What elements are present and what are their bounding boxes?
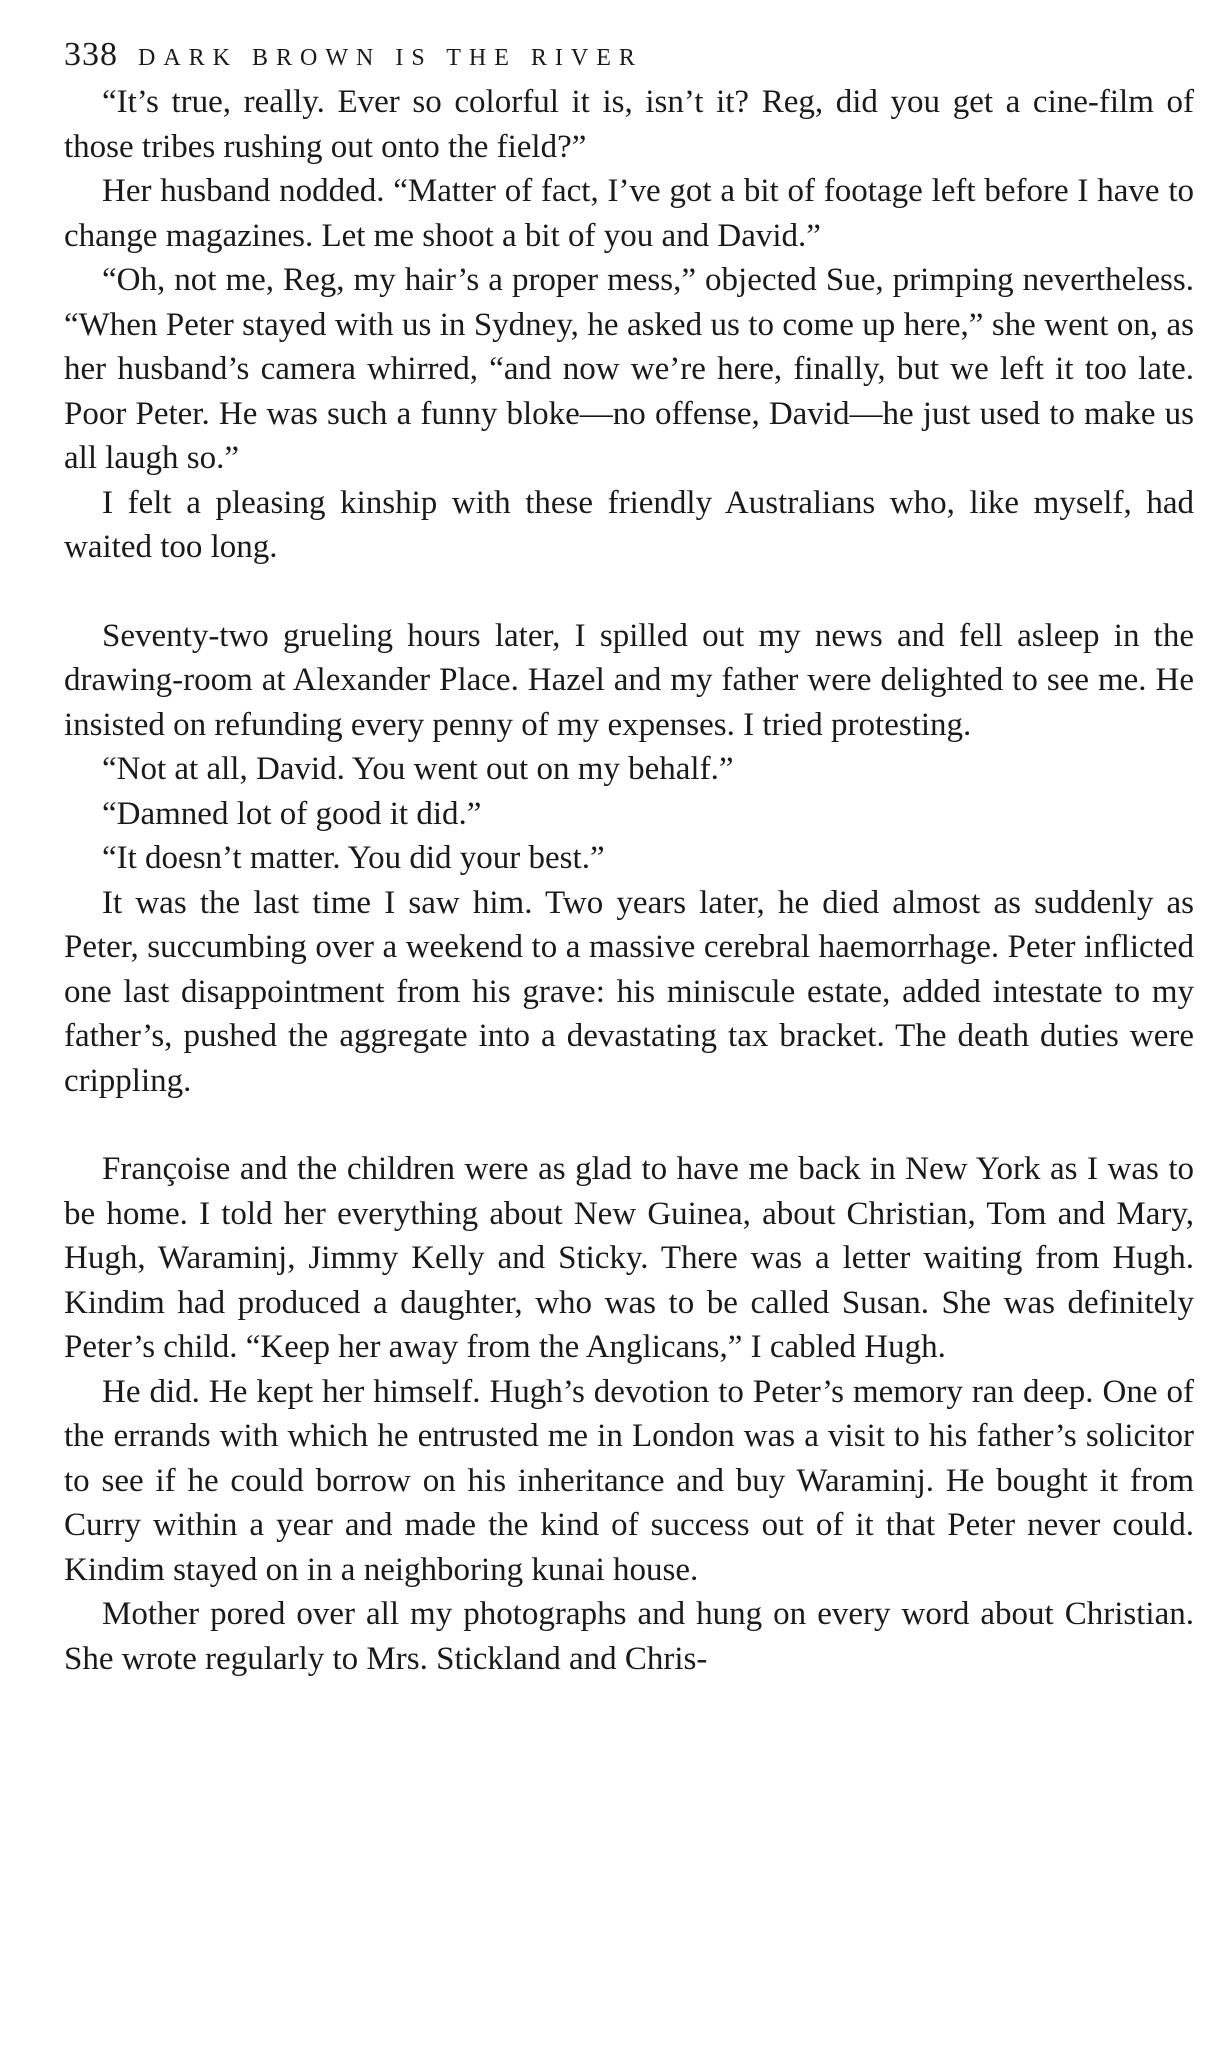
- paragraph: “Oh, not me, Reg, my hair’s a proper mess,” objected Sue, primping nevertheless. “When Peter stayed with us in Sydney, he asked us to come up here,” she went on, as her husband’s camera whirred, “and now we’re here, finally, but we left it too late. Poor Peter. He was such a funny bloke—no offense, David—he just used to make us all laugh so.”: [64, 262, 1194, 476]
- page-number: 338: [64, 36, 118, 73]
- paragraph: “It doesn’t matter. You did your best.”: [102, 840, 605, 876]
- paragraph: “Not at all, David. You went out on my behalf.”: [102, 751, 734, 787]
- book-title: DARK BROWN IS THE RIVER: [138, 45, 643, 71]
- paragraph: Her husband nodded. “Matter of fact, I’ve got a bit of footage left before I have to change magazines. Let me shoot a bit of you and David.”: [64, 173, 1194, 254]
- paragraph: It was the last time I saw him. Two years later, he died almost as suddenly as Peter, succumbing over a weekend to a massive cerebral haemorrhage. Peter inflicted one last disappointment from his grave: his miniscule estate, added intestate to my father’s, pushed the aggregate into a devastating tax bracket. The death duties were crippling.: [64, 884, 1194, 1099]
- section-1: [64, 80, 1194, 570]
- paragraph: “It’s true, really. Ever so colorful it is, isn’t it? Reg, did you get a cine-film of those tribes rushing out onto the field?”: [64, 84, 1194, 165]
- paragraph: He did. He kept her himself. Hugh’s devotion to Peter’s memory ran deep. One of the errands with which he entrusted me in London was a visit to his father’s solicitor to see if he could borrow on his inheritance and buy Waraminj. He bought it from Curry within a year and made the kind of success out of it that Peter never could. Kindim stayed on in a neighboring kunai house.: [64, 1373, 1194, 1588]
- section-break: [64, 570, 1194, 614]
- paragraph: Seventy-two grueling hours later, I spilled out my news and fell asleep in the drawing-room at Alexander Place. Hazel and my father were delighted to see me. He insisted on refunding every penny of my expenses. I tried protesting.: [64, 617, 1194, 743]
- running-head: [64, 36, 1194, 74]
- paragraph: Mother pored over all my photographs and hung on every word about Christian. She wrote regularly to Mrs. Stickland and Chris-: [64, 1596, 1194, 1677]
- book-page: [64, 36, 1194, 1681]
- paragraph: I felt a pleasing kinship with these friendly Australians who, like myself, had waited too long.: [64, 484, 1194, 565]
- section-break: [64, 1103, 1194, 1147]
- section-3: [64, 1147, 1194, 1681]
- paragraph: “Damned lot of good it did.”: [102, 795, 482, 832]
- section-2: [64, 614, 1194, 1104]
- paragraph: Françoise and the children were as glad to have me back in New York as I was to be home. I told her everything about New Guinea, about Christian, Tom and Mary, Hugh, Waraminj, Jimmy Kelly and Sticky. There was a letter waiting from Hugh. Kindim had produced a daughter, who was to be called Susan. She was definitely Peter’s child. “Keep her away from the Anglicans,” I cabled Hugh.: [64, 1151, 1194, 1365]
